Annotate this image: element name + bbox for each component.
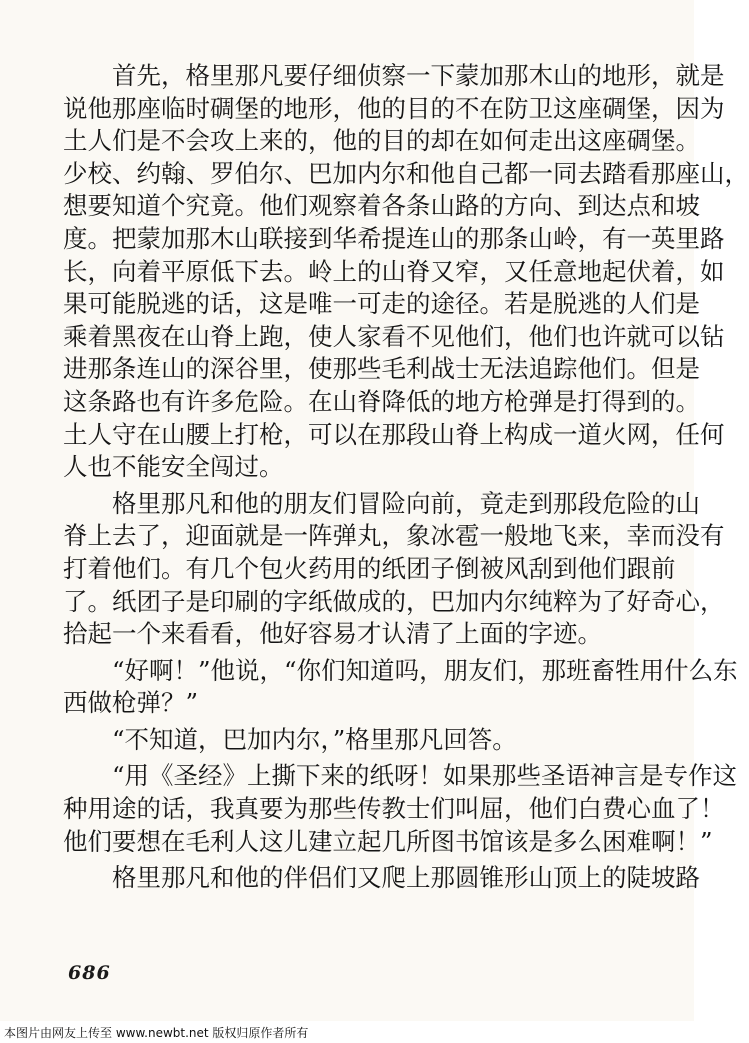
text-line: 格里那凡和他的朋友们冒险向前，竟走到那段危险的山 bbox=[112, 488, 700, 518]
text-line: “用《圣经》上撕下来的纸呀！如果那些圣语神言是专作这 bbox=[112, 761, 738, 791]
body-text bbox=[63, 60, 749, 895]
text-line: 想要知道个究竟。他们观察着各条山路的方向、到达点和坡 bbox=[63, 191, 700, 221]
text-line: 打着他们。有几个包火药用的纸团子倒被风刮到他们跟前 bbox=[63, 553, 676, 583]
text-line: “不知道，巴加内尔，”格里那凡回答。 bbox=[112, 724, 517, 754]
text-line: 进那条连山的深谷里，使那些毛利战士无法追踪他们。但是 bbox=[63, 354, 700, 384]
paragraph-2 bbox=[63, 488, 725, 651]
paragraph-6 bbox=[63, 862, 700, 895]
text-line: 了。纸团子是印刷的字纸做成的，巴加内尔纯粹为了好奇心， bbox=[63, 586, 725, 616]
text-line: 乘着黑夜在山脊上跑，使人家看不见他们，他们也许就可以钻 bbox=[63, 321, 725, 351]
text-line: 拾起一个来看看，他好容易才认清了上面的字迹。 bbox=[63, 619, 602, 649]
text-line: 格里那凡和他的伴侣们又爬上那圆锥形山顶上的陡坡路 bbox=[112, 863, 700, 893]
footer-watermark: 本图片由网友上传至 www.newbt.net 版权归原作者所有 bbox=[4, 1026, 309, 1040]
paragraph-4 bbox=[63, 724, 641, 757]
page-number: 686 bbox=[68, 962, 111, 984]
text-line: 他们要想在毛利人这儿建立起几所图书馆该是多么困难啊！” bbox=[63, 826, 713, 856]
text-line: 长，向着平原低下去。岭上的山脊又窄，又任意地起伏着，如 bbox=[63, 256, 725, 286]
text-line: 首先，格里那凡要仔细侦察一下蒙加那木山的地形，就是 bbox=[112, 61, 725, 90]
text-line: 人也不能安全闯过。 bbox=[63, 452, 284, 482]
paragraph-1 bbox=[63, 60, 749, 484]
paragraph-5 bbox=[63, 760, 738, 858]
text-line: 少校、约翰、罗伯尔、巴加内尔和他自己都一同去踏看那座山， bbox=[63, 158, 749, 188]
text-line: 说他那座临时碉堡的地形，他的目的不在防卫这座碉堡，因为 bbox=[63, 93, 725, 123]
text-line: 度。把蒙加那木山联接到华希提连山的那条山岭，有一英里路 bbox=[63, 223, 725, 253]
text-line: 这条路也有许多危险。在山脊降低的地方枪弹是打得到的。 bbox=[63, 386, 700, 416]
text-line: 土人们是不会攻上来的，他的目的却在如何走出这座碉堡。 bbox=[63, 126, 700, 156]
text-line: 土人守在山腰上打枪，可以在那段山脊上构成一道火网，任何 bbox=[63, 419, 725, 449]
text-line: 果可能脱逃的话，这是唯一可走的途径。若是脱逃的人们是 bbox=[63, 289, 700, 319]
paragraph-3 bbox=[63, 655, 738, 720]
text-line: 西做枪弹？” bbox=[63, 688, 199, 718]
text-line: 脊上去了，迎面就是一阵弹丸，象冰雹一般地飞来，幸而没有 bbox=[63, 521, 725, 551]
text-line: 种用途的话，我真要为那些传教士们叫屈，他们白费心血了！ bbox=[63, 794, 725, 824]
text-line: “好啊！”他说，“你们知道吗，朋友们，那班畜牲用什么东 bbox=[112, 655, 738, 685]
